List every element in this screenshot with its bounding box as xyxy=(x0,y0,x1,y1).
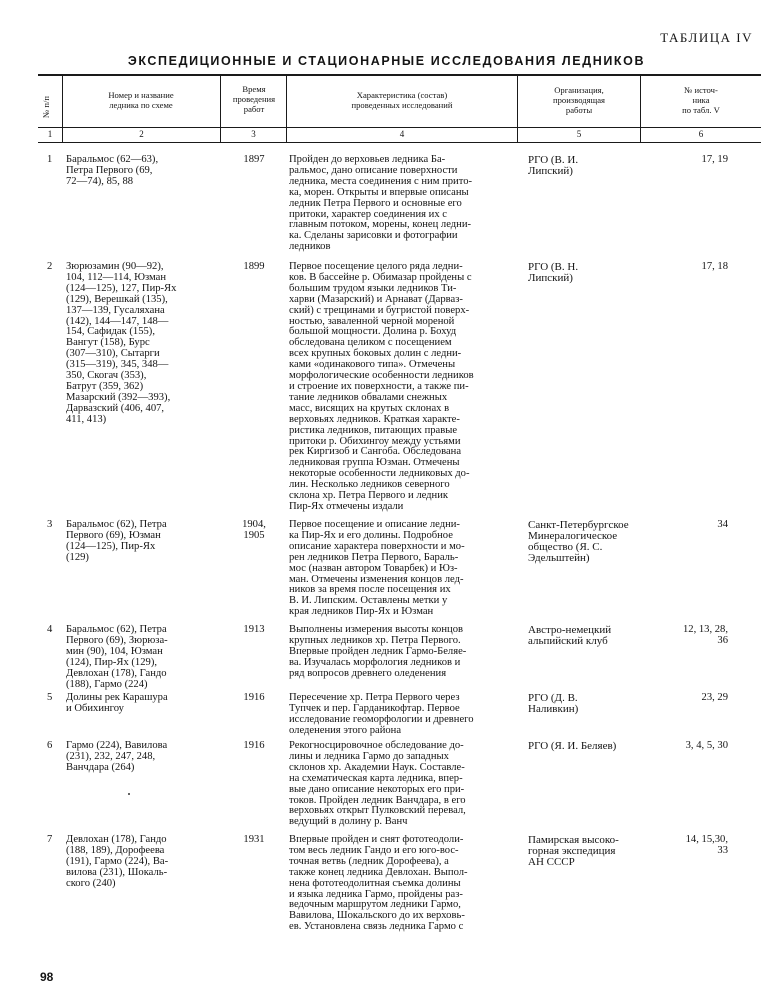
source-numbers: 14, 15,30, 33 xyxy=(685,834,728,856)
stray-dot xyxy=(128,793,130,795)
source-numbers: 23, 29 xyxy=(701,692,728,703)
header-number-label: № п/п xyxy=(41,96,51,118)
header-glacier-name: Номер и название ледника по схеме xyxy=(108,90,174,110)
column-number: 4 xyxy=(399,129,405,139)
source-numbers: 3, 4, 5, 30 xyxy=(685,740,728,751)
organization: РГО (В. И. Липский) xyxy=(528,154,579,177)
source-numbers: 17, 19 xyxy=(701,154,728,165)
work-years: 1931 xyxy=(243,834,265,845)
glacier-names: Гармо (224), Вавилова (231), 232, 247, 248, Ванчдара (264) xyxy=(66,740,168,773)
organization: РГО (Я. И. Беляев) xyxy=(528,740,617,752)
header-description: Характеристика (состав) проведенных исследований xyxy=(351,90,453,110)
column-number: 3 xyxy=(251,129,256,139)
organization: РГО (Д. В. Наливкин) xyxy=(528,692,579,715)
work-years: 1897 xyxy=(243,154,265,165)
organization: Австро-немецкий альпийский клуб xyxy=(528,624,612,647)
organization: Памирская высоко- горная экспедиция АН СССР xyxy=(528,834,619,868)
work-years: 1904, 1905 xyxy=(242,519,266,541)
header-organization: Организация, производящая работы xyxy=(553,85,605,115)
column-number: 1 xyxy=(47,129,53,139)
source-numbers: 34 xyxy=(717,519,728,530)
work-years: 1913 xyxy=(243,624,265,635)
work-years: 1916 xyxy=(243,740,265,751)
research-description: Впервые пройден и снят фототеодоли- том весь ледник Гандо и его юго-вос- точная ветвь (ледник Дорофеева), а также конец ледника Девлохан. Выпол- нена фототеодолитная съемка долины и языка ледника Гармо, пройдены раз- ведочным маршрутом ледники Гармо, Вавилова, Шокальского до их верховь- ев. Установлена связь ледника Гармо с xyxy=(289,834,468,933)
header-number xyxy=(39,78,61,126)
research-description: Первое посещение целого ряда ледни- ков. В бассейне р. Обимазар пройдены с большим трудом языки ледников Ти- харви (Мазарский) и Арнават (Дарваз- ский) с трещинами и бугристой поверх- ностью, заваленной черной мореной большой мощности. Долина р. Бохуд обследована целиком с посещением всех крупных боковых долин с ледни- ками «одинакового типа». Отмечены морфологические особенности ледников и строение их поверхности, а также пи- тание ледников обвалами снежных масс, висящих на крутых склонах в верховьях ледников. Краткая характе- ристика ледников, питающих правые притоки р. Обихингоу между устьями рек Киргизоб и Сангоба. Обследована ледниковая группа Юзман. Отмечены некоторые особенности ледниковых до- лин. Несколько ледников северного склона хр. Петра Первого и ледник Пир-Ях отмечены издали xyxy=(289,261,474,512)
column-number: 6 xyxy=(698,129,704,139)
research-description: Пройден до верховьев ледника Ба- ральмос, дано описание поверхности ледника, места соединения с ним прито- ка, морен. Открыты и впервые описаны ледник Петра Первого и основные его притоки, характер соединения их с главным потоком, морены, конец ледни- ка. Сделаны зарисовки и фотографии ледников xyxy=(289,154,473,253)
glacier-names: Долины рек Карашура и Обихингоу xyxy=(66,692,168,714)
header-time: Время проведения работ xyxy=(232,84,276,114)
glacier-names: Баральмос (62), Петра Первого (69), Зюрюза- мин (90), 104, Юзман (124), Пир-Ях (129), Девлохан (178), Гандо (188), Гармо (224) xyxy=(66,624,168,690)
glacier-names: Баральмос (62—63), Петра Первого (69, 72—74), 85, 88 xyxy=(66,154,159,187)
work-years: 1899 xyxy=(243,261,265,272)
header-top-rule xyxy=(38,74,761,76)
row-number: 1 xyxy=(47,154,53,165)
research-description: Рекогносцировочное обследование до- лины и ледника Гармо до западных склонов хр. Академии Наук. Составле- на схематическая карта ледника, впер- вые дано описание некоторых его при- токов. Пройден ледник Ванчдара, в его верховьях открыт Пулковский перевал, ведущий в долину р. Ванч xyxy=(289,740,466,828)
research-description: Первое посещение и описание ледни- ка Пир-Ях и его долины. Подробное описание характера поверхности и мо- рен ледников Петра Первого, Бараль- мос (назван автором Товарбек) и Юз- ман. Отмечены изменения концов лед- ников за время после посещения их В. И. Липским. Оставлены метки у края ледников Пир-Ях и Юзман xyxy=(289,519,465,618)
row-number: 7 xyxy=(47,834,53,845)
organization: Санкт-Петербургское Минералогическое общество (Я. С. Эдельштейн) xyxy=(528,519,629,564)
source-numbers: 17, 18 xyxy=(701,261,728,272)
research-description: Пересечение хр. Петра Первого через Тупчек и пер. Гарданикофтар. Первое исследование геоморфологии и древнего оледенения этого района xyxy=(289,692,474,736)
glacier-names: Девлохан (178), Гандо (188, 189), Дорофеева (191), Гармо (224), Ва- вилова (231), Шокаль- ского (240) xyxy=(66,834,169,889)
glacier-names: Зюрюзамин (90—92), 104, 112—114, Юзман (124—125), 127, Пир-Ях (129), Верешкай (135), 137—139, Гусаляхана (142), 144—147, 148— 154, Сафидак (155), Вангут (158), Бурс (307—310), Сытарги (315—319), 345, 348— 350, Скогач (353), Батрут (359, 362) Мазарский (392—393), Дарвазский (406, 407, 411, 413) xyxy=(66,261,177,425)
header-bottom-rule xyxy=(38,142,761,143)
row-number: 3 xyxy=(47,519,53,530)
header-middle-rule xyxy=(38,127,761,128)
research-description: Выполнены измерения высоты концов крупных ледников хр. Петра Первого. Впервые пройден ледник Гармо-Беляе- ва. Изучалась морфология ледников и ряд вопросов древнего оледенения xyxy=(289,624,467,679)
row-number: 6 xyxy=(47,740,53,751)
row-number: 2 xyxy=(47,261,53,272)
page-number: 98 xyxy=(40,970,54,984)
row-number: 4 xyxy=(47,624,53,635)
source-numbers: 12, 13, 28, 36 xyxy=(682,624,728,646)
header-source: № источ- ника по табл. V xyxy=(682,85,720,115)
row-number: 5 xyxy=(47,692,53,703)
column-number: 5 xyxy=(576,129,582,139)
table-label: ТАБЛИЦА IV xyxy=(660,30,753,45)
table-title: ЭКСПЕДИЦИОННЫЕ И СТАЦИОНАРНЫЕ ИССЛЕДОВАНИЯ ЛЕДНИКОВ xyxy=(127,54,646,68)
work-years: 1916 xyxy=(243,692,265,703)
organization: РГО (В. Н. Липский) xyxy=(528,261,579,284)
column-number: 2 xyxy=(139,129,144,139)
glacier-names: Баральмос (62), Петра Первого (69), Юзман (124—125), Пир-Ях (129) xyxy=(66,519,167,563)
